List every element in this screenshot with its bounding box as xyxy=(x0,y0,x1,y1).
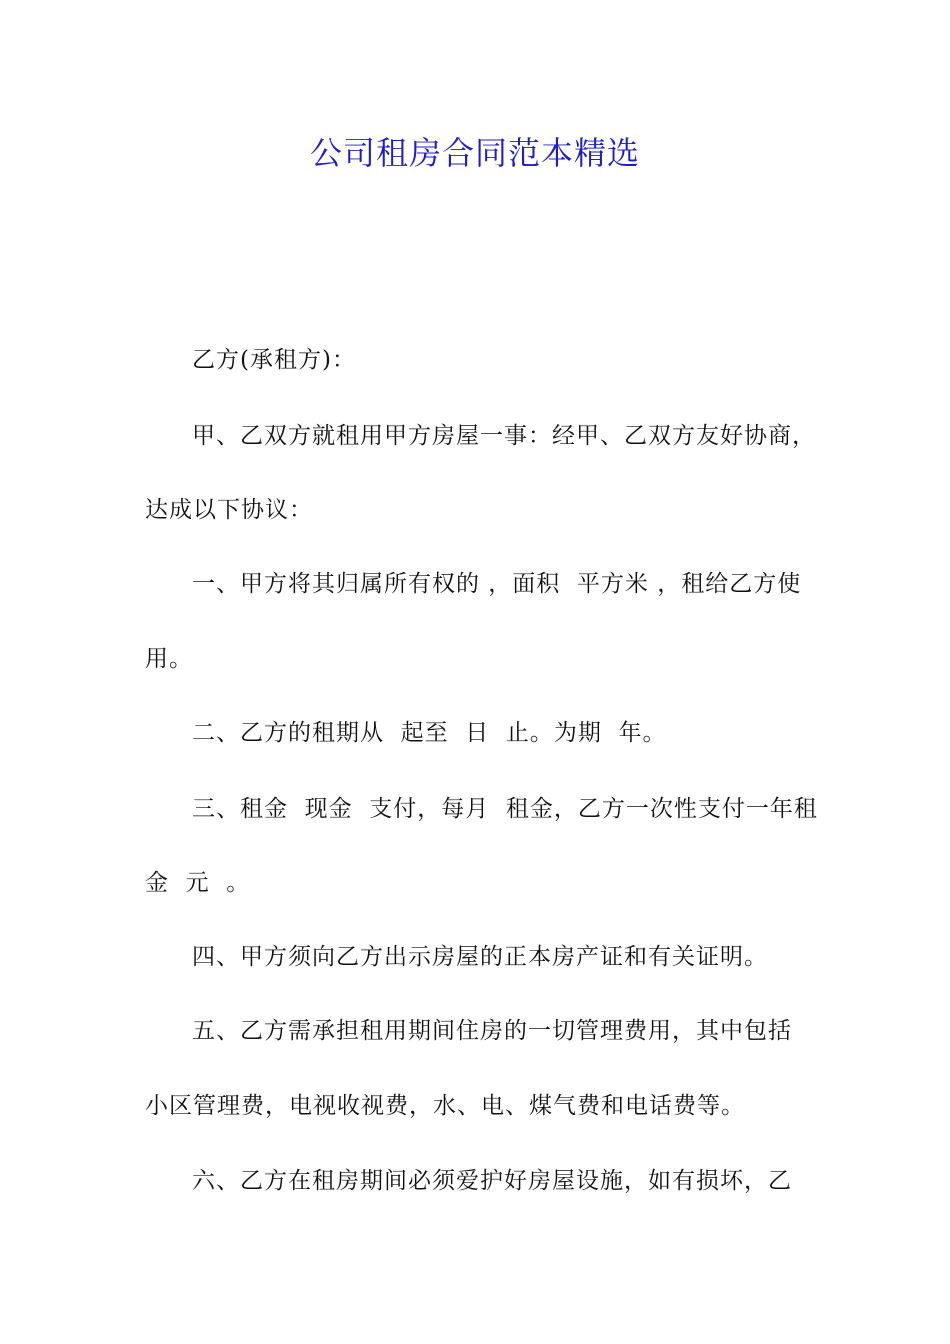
paragraph-line: 五、乙方需承担租用期间住房的一切管理费用，其中包括 xyxy=(192,1018,792,1044)
paragraph-line: 一、甲方将其归属所有权的 ，面积 平方米 ，租给乙方使 xyxy=(192,571,802,597)
paragraph-line: 二、乙方的租期从 起至 日 止。为期 年。 xyxy=(192,720,667,746)
paragraph-line: 小区管理费，电视收视费，水、电、煤气费和电话费等。 xyxy=(145,1093,745,1119)
paragraph-line: 达成以下协议： xyxy=(145,497,313,523)
document-title: 公司租房合同范本精选 xyxy=(309,134,640,172)
paragraph-line: 三、租金 现金 支付，每月 租金，乙方一次性支付一年租 xyxy=(192,796,818,822)
paragraph-line: 四、甲方须向乙方出示房屋的正本房产证和有关证明。 xyxy=(192,944,768,970)
paragraph-line: 金 元 。 xyxy=(145,870,251,896)
paragraph-line: 六、乙方在租房期间必须爱护好房屋设施，如有损坏，乙 xyxy=(192,1168,792,1194)
paragraph-line: 用。 xyxy=(145,646,193,672)
paragraph-line: 乙方(承租方)： xyxy=(192,347,356,373)
paragraph-line: 甲、乙双方就租用甲方房屋一事：经甲、乙双方友好协商， xyxy=(192,423,816,449)
